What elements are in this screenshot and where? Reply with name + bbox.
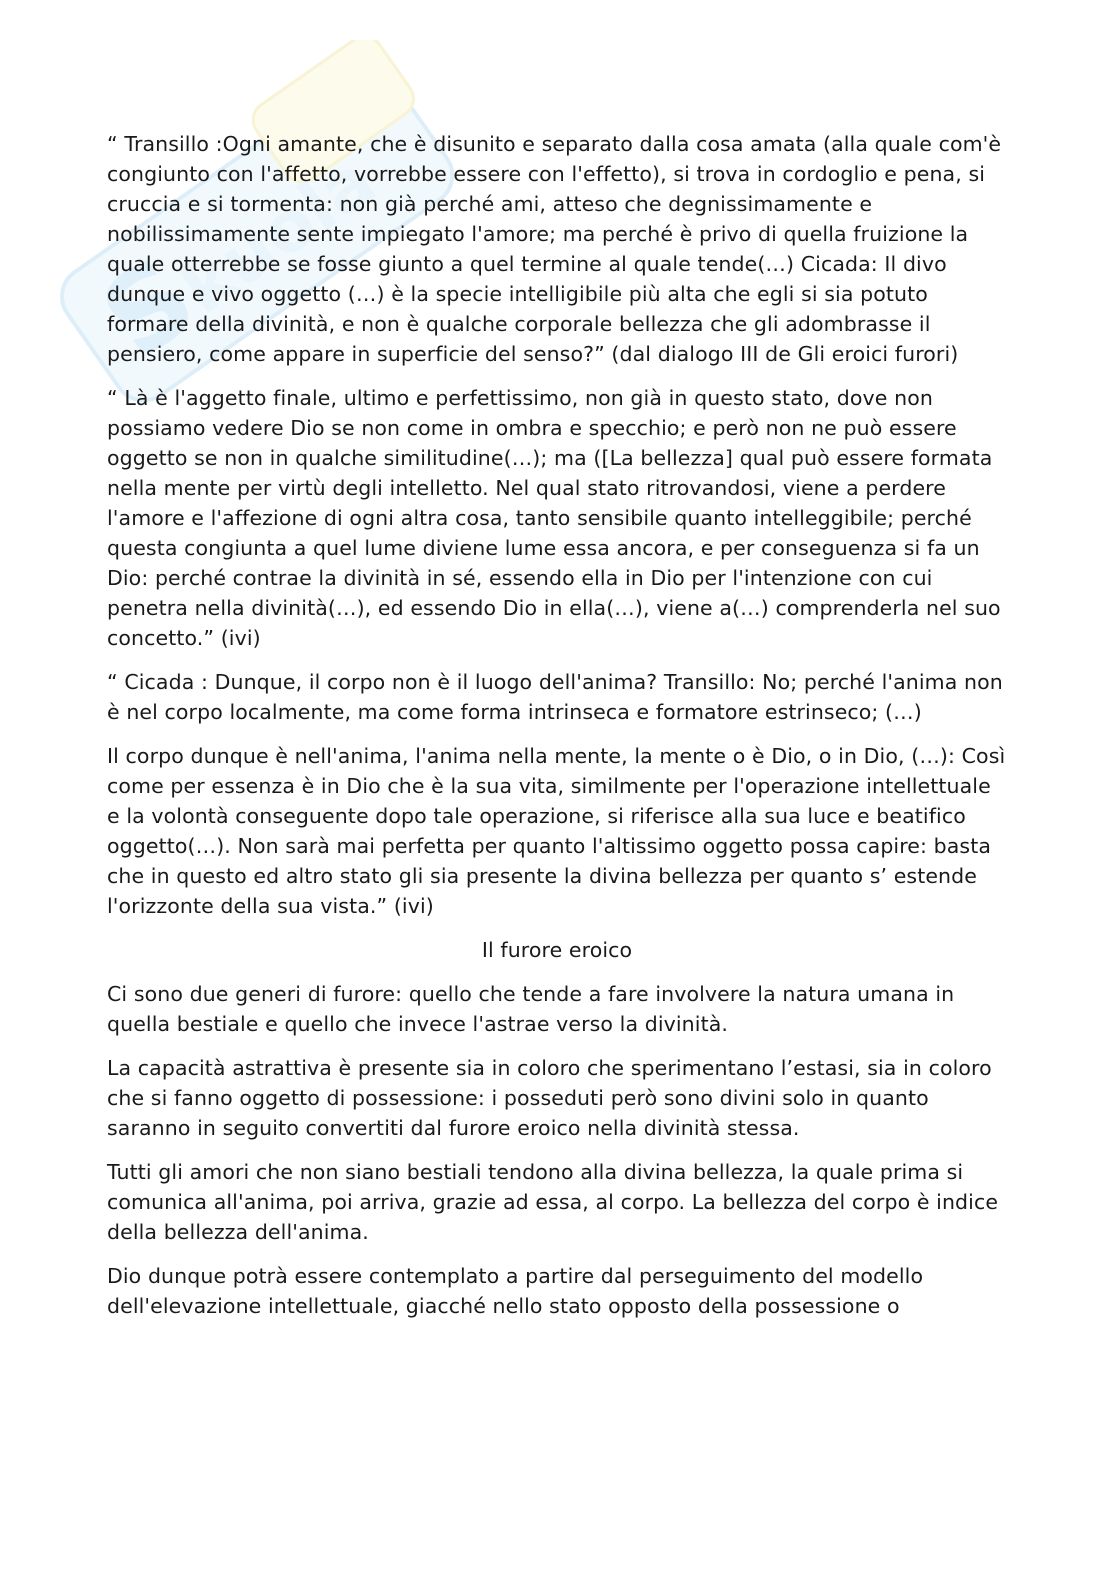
- body-paragraph-1: Ci sono due generi di furore: quello che tende a fare involvere la natura umana in quella bestiale e quello che invece l'astrae verso la divinità.: [107, 982, 955, 1036]
- section-heading: Il furore eroico: [481, 938, 633, 962]
- quote-paragraph-3: “ Cicada : Dunque, il corpo non è il luogo dell'anima? Transillo: No; perché l'anima non è nel corpo localmente, ma come forma intrinseca e formatore estrinseco; (…): [107, 670, 1003, 724]
- document-page: [107, 129, 1007, 1335]
- body-paragraph-4: Dio dunque potrà essere contemplato a partire dal perseguimento del modello dell'elevazione intellettuale, giacché nello stato opposto della possessione o: [107, 1264, 924, 1318]
- quote-paragraph-4: Il corpo dunque è nell'anima, l'anima nella mente, la mente o è Dio, o in Dio, (…): Così come per essenza è in Dio che è la sua vita, similmente per l'operazione intellettuale e la volontà conseguente dopo tale operazione, si riferisce alla sua luce e beatifico oggetto(…). Non sarà mai perfetta per quanto l'altissimo oggetto possa capire: basta che in questo ed altro stato gli sia presente la divina bellezza per quanto s’ estende l'orizzonte della sua vista.” (ivi): [107, 744, 1006, 918]
- body-paragraph-3: Tutti gli amori che non siano bestiali tendono alla divina bellezza, la quale prima si comunica all'anima, poi arriva, grazie ad essa, al corpo. La bellezza del corpo è indice della bellezza dell'anima.: [107, 1160, 999, 1244]
- svg-text:kuola: kuola: [166, 139, 390, 331]
- quote-paragraph-2: “ Là è l'aggetto finale, ultimo e perfettissimo, non già in questo stato, dove non possiamo vedere Dio se non come in ombra e specchio; e però non ne può essere oggetto se non in qualche similitudine(…); ma ([La bellezza] qual può essere formata nella mente per virtù degli intelletto. Nel qual stato ritrovandosi, viene a perdere l'amore e l'affezione di ogni altra cosa, tanto sensibile quanto intelleggibile; perché questa congiunta a quel lume diviene lume essa ancora, e per conseguenza si fa un Dio: perché contrae la divinità in sé, essendo ella in Dio per l'intenzione con cui penetra nella divinità(…), ed essendo Dio in ella(…), viene a(…) comprenderla nel suo concetto.” (ivi): [107, 386, 1001, 650]
- quote-paragraph-1: “ Transillo :Ogni amante, che è disunito e separato dalla cosa amata (alla quale com'è congiunto con l'affetto, vorrebbe essere con l'effetto), si trova in cordoglio e pena, si cruccia e si tormenta: non già perché ami, atteso che degnissimamente e nobilissimamente sente impiegato l'amore; ma perché è privo di quella fruizione la quale otterrebbe se fosse giunto a quel termine al quale tende(…) Cicada: Il divo dunque e vivo oggetto (…) è la specie intelligibile più alta che egli si sia potuto formare della divinità, e non è qualche corporale bellezza che gli adombrasse il pensiero, come appare in superficie del senso?” (dal dialogo III de Gli eroici furori): [107, 132, 1002, 366]
- svg-text:S: S: [79, 233, 218, 384]
- body-paragraph-2: La capacità astrattiva è presente sia in coloro che sperimentano l’estasi, sia in coloro che si fanno oggetto di possessione: i posseduti però sono divini solo in quanto saranno in seguito convertiti dal furore eroico nella divinità stessa.: [107, 1056, 992, 1140]
